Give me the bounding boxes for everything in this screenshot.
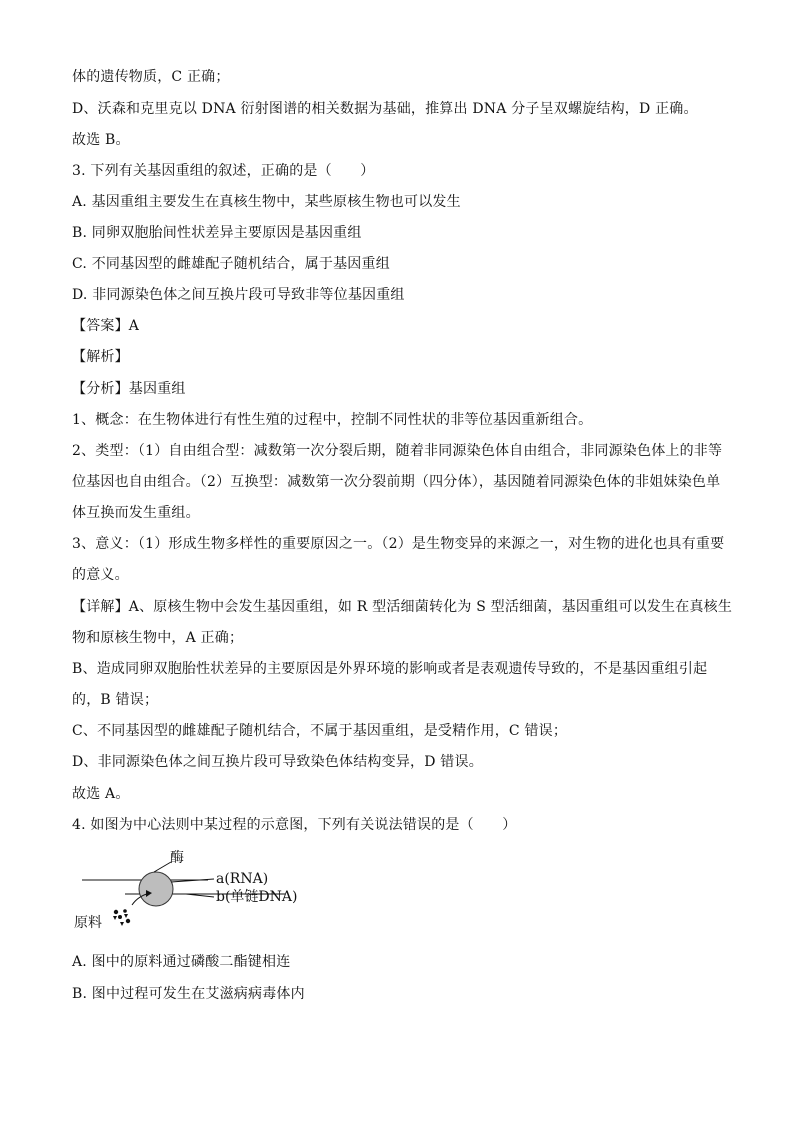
text-line: 2、类型：（1）自由组合型：减数第一次分裂后期，随着非同源染色体自由组合，非同源染色体上的非等 [72,443,723,459]
option-a: A. 基因重组主要发生在真核生物中，某些原核生物也可以发生 [72,194,461,210]
strand-a-label: a(RNA) [216,871,269,887]
text-line: 的，B 错误； [72,692,159,708]
text-line: 3、意义：（1）形成生物多样性的重要原因之一。（2）是生物变异的来源之一，对生物的进化也具有重要 [72,536,725,552]
text-line: 故选 B。 [72,132,130,148]
text-line: 体互换而发生重组。 [72,505,200,521]
nucleotide-cluster-icon [113,909,130,926]
material-label: 原料 [74,915,102,931]
enzyme-label: 酶 [170,850,184,866]
text-line: 物和原核生物中，A 正确； [72,630,244,646]
q4-option-a: A. 图中的原料通过磷酸二酯键相连 [72,954,291,970]
enzyme-circle [139,872,173,906]
text-line: 体的遗传物质，C 正确； [72,69,230,85]
strand-b-label: b(单链DNA) [216,889,298,905]
text-line: 【详解】A、原核生物中会发生基因重组，如 R 型活细菌转化为 S 型活细菌，基因重组可以发生在真核生 [72,599,733,615]
text-line: 【分析】基因重组 [72,381,186,397]
enzyme-pointer [154,862,171,872]
text-line: D、非同源染色体之间互换片段可导致染色体结构变异，D 错误。 [72,754,483,770]
text-line: C、不同基因型的雌雄配子随机结合，不属于基因重组，是受精作用，C 错误； [72,723,568,739]
option-d: D. 非同源染色体之间互换片段可导致非等位基因重组 [72,287,405,303]
analysis-heading: 【解析】 [72,349,129,365]
text-line: D、沃森和克里克以 DNA 衍射图谱的相关数据为基础，推算出 DNA 分子呈双螺旋结构，D 正确。 [72,101,698,117]
text-line: 1、概念：在生物体进行有性生殖的过程中，控制不同性状的非等位基因重新组合。 [72,412,593,428]
text-line: B、造成同卵双胞胎性状差异的主要原因是外界环境的影响或者是表观遗传导致的，不是基因重组引起 [72,661,708,677]
text-line: 故选 A。 [72,786,130,802]
question-4-stem: 4. 如图为中心法则中某过程的示意图，下列有关说法错误的是（ ） [72,817,517,833]
answer-line: 【答案】A [72,318,140,334]
q4-option-b: B. 图中过程可发生在艾滋病病毒体内 [72,986,305,1002]
question-3-stem: 3. 下列有关基因重组的叙述，正确的是（ ） [72,163,375,179]
central-dogma-diagram [70,842,330,938]
text-line: 的意义。 [72,567,129,583]
text-line: 位基因也自由组合。（2）互换型：减数第一次分裂前期（四分体），基因随着同源染色体的非姐妹染色单 [72,474,721,490]
option-b: B. 同卵双胞胎间性状差异主要原因是基因重组 [72,225,362,241]
option-c: C. 不同基因型的雌雄配子随机结合，属于基因重组 [72,256,390,272]
